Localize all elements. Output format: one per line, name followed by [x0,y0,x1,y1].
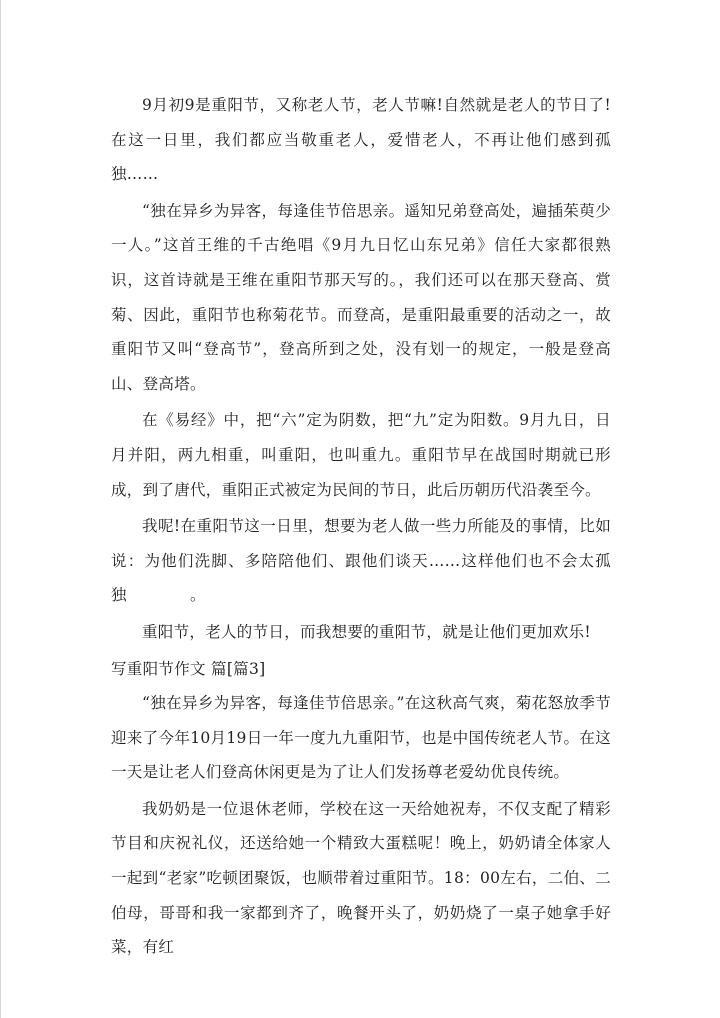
paragraph-2: “独在异乡为异客，每逢佳节倍思亲。遥知兄弟登高处，遍插茱萸少一人。”这首王维的千古绝唱《9月九日忆山东兄弟》信任大家都很熟识，这首诗就是王维在重阳节那天写的。，我们还可以在那天登高、赏菊、因此，重阳节也称菊花节。而登高，是重阳最重要的活动之一，故重阳节又叫“登高节”，登高所到之处，没有划一的规定，一般是登高山、登高塔。 [111,201,611,393]
paragraph-5: 重阳节，老人的节日，而我想要的重阳节，就是让他们更加欢乐! [142,622,591,641]
document-body [111,88,611,967]
paragraph-7: 我奶奶是一位退休老师，学校在这一天给她祝寿，不仅支配了精彩节目和庆祝礼仪，还送给她一个精致大蛋糕呢！晚上，奶奶请全体家人一起到“老家”吃顿团聚饭，也顺带着过重阳节。18：00左右，二伯、二伯母，哥哥和我一家都到齐了，晚餐开头了，奶奶烧了一桌子她拿手好菜，有红 [111,799,611,957]
paragraph-3: 在《易经》中，把“六”定为阴数，把“九”定为阳数。9月九日，日月并阳，两九相重，叫重阳，也叫重九。重阳节早在战国时期就已形成，到了唐代，重阳正式被定为民间的节日，此后历朝历代沿袭至今。 [111,411,611,499]
paragraph-4: 我呢!在重阳节这一日里，想要为老人做一些力所能及的事情，比如说：为他们洗脚、多陪陪他们、跟他们谈天……这样他们也不会太孤独 。 [111,517,611,605]
paragraph-1: 9月初9是重阳节，又称老人节，老人节嘛!自然就是老人的节日了!在这一日里，我们都应当敬重老人，爱惜老人，不再让他们感到孤独…… [111,96,611,184]
paragraph-6: “独在异乡为异客，每逢佳节倍思亲。”在这秋高气爽，菊花怒放季节迎来了今年10月19日一年一度九九重阳节，也是中国传统老人节。在这一天是让老人们登高休闲更是为了让人们发扬尊老爱幼优良传统。 [111,694,611,782]
section-heading: 写重阳节作文 篇[篇3] [111,659,266,678]
